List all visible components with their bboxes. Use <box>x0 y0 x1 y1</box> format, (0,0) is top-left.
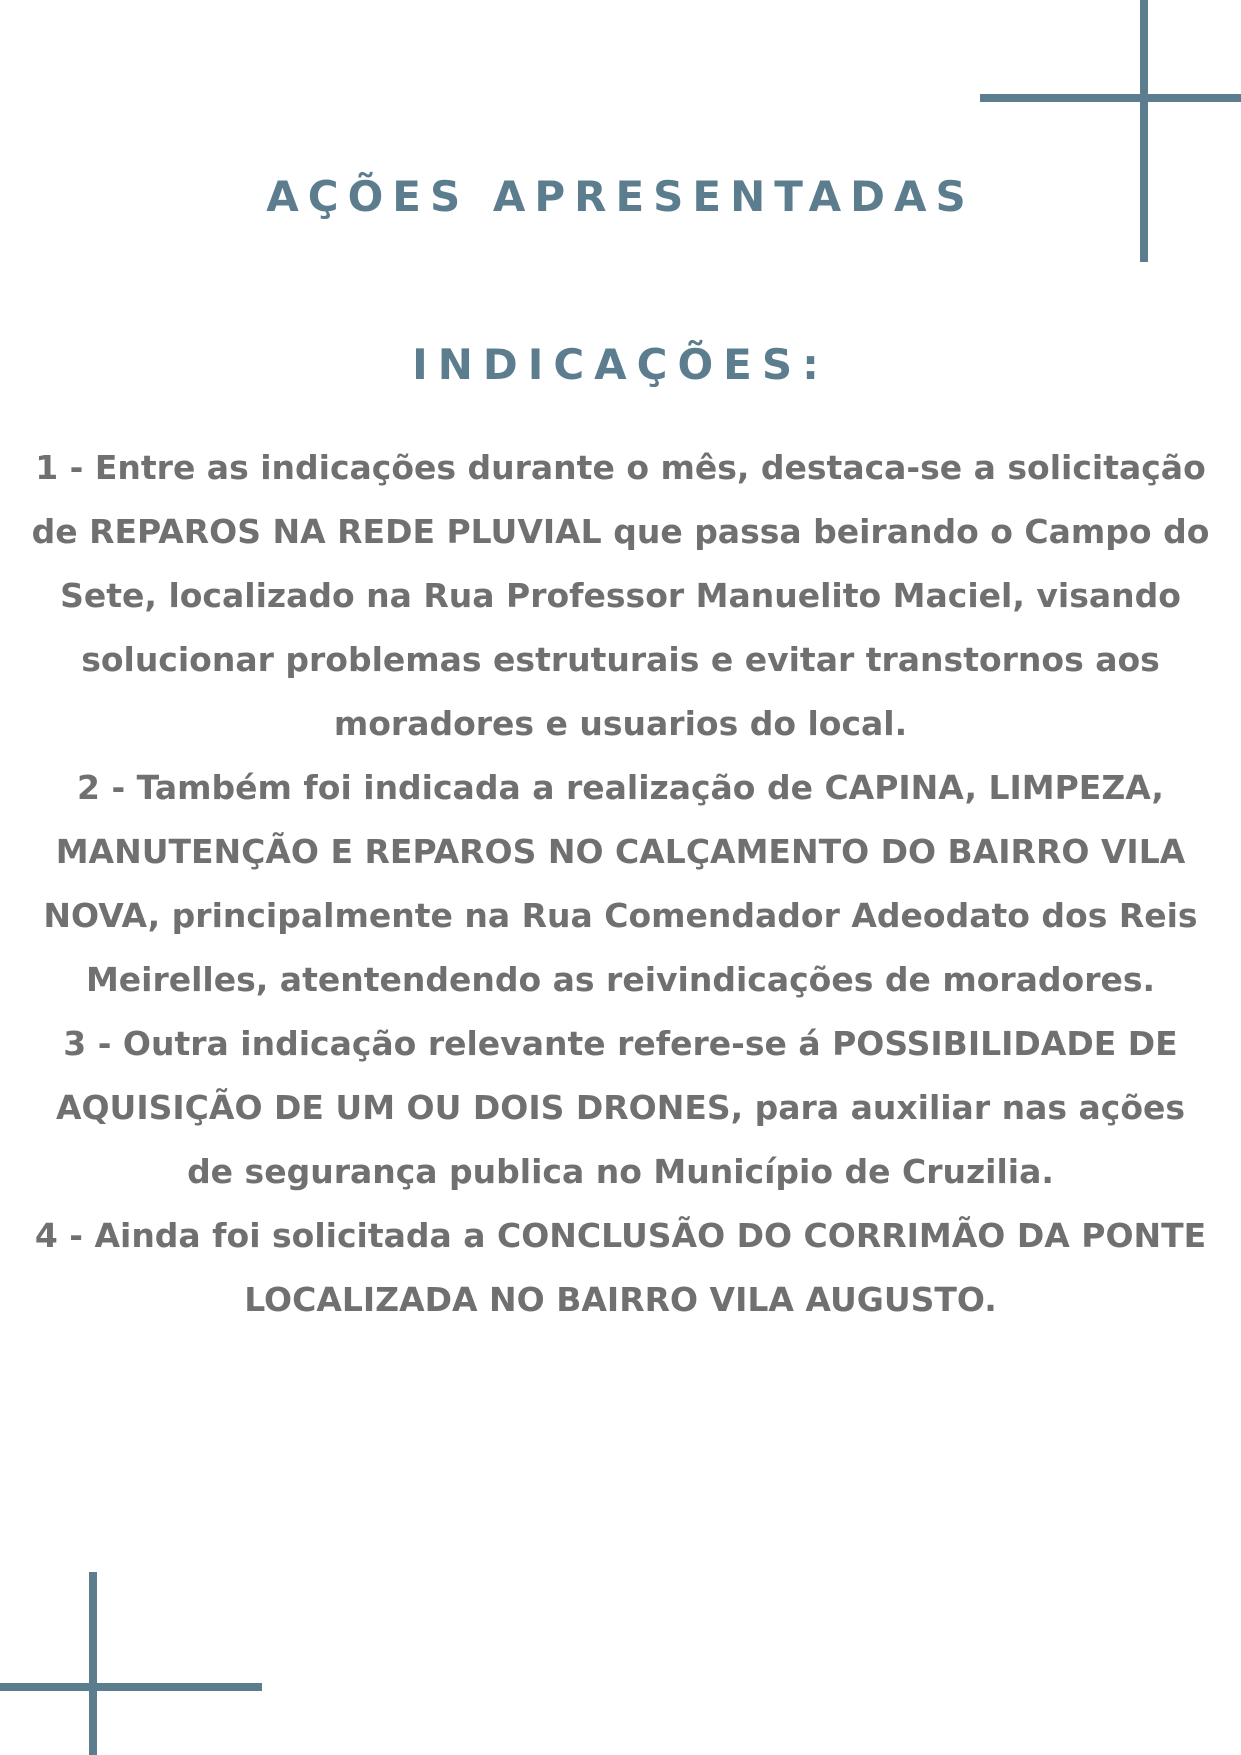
decorative-cross-bottom-left-horizontal <box>0 1683 262 1691</box>
decorative-cross-bottom-left-vertical <box>89 1572 97 1755</box>
page-title: AÇÕES APRESENTADAS <box>266 172 975 221</box>
list-item: 3 - Outra indicação relevante refere-se á POSSIBILIDADE DE AQUISIÇÃO DE UM OU DOIS DRONES, para auxiliar nas ações de segurança publica no Município de Cruzilia. <box>55 1024 1186 1191</box>
section-heading: INDICAÇÕES: <box>412 340 829 389</box>
indications-list <box>30 436 1211 1332</box>
decorative-cross-top-right-horizontal <box>980 94 1241 102</box>
list-item: 2 - Também foi indicada a realização de CAPINA, LIMPEZA, MANUTENÇÃO E REPAROS NO CALÇAMENTO DO BAIRRO VILA NOVA, principalmente na Rua Comendador Adeodato dos Reis Meirelles, atentendendo as reivindicações de moradores. <box>43 768 1198 999</box>
list-item: 1 - Entre as indicações durante o mês, destaca-se a solicitação de REPAROS NA REDE PLUVIAL que passa beirando o Campo do Sete, localizado na Rua Professor Manuelito Maciel, visando solucionar problemas estruturais e evitar transtornos aos moradores e usuarios do local. <box>31 448 1210 743</box>
list-item: 4 - Ainda foi solicitada a CONCLUSÃO DO CORRIMÃO DA PONTE LOCALIZADA NO BAIRRO VILA AUGUSTO. <box>34 1216 1207 1319</box>
